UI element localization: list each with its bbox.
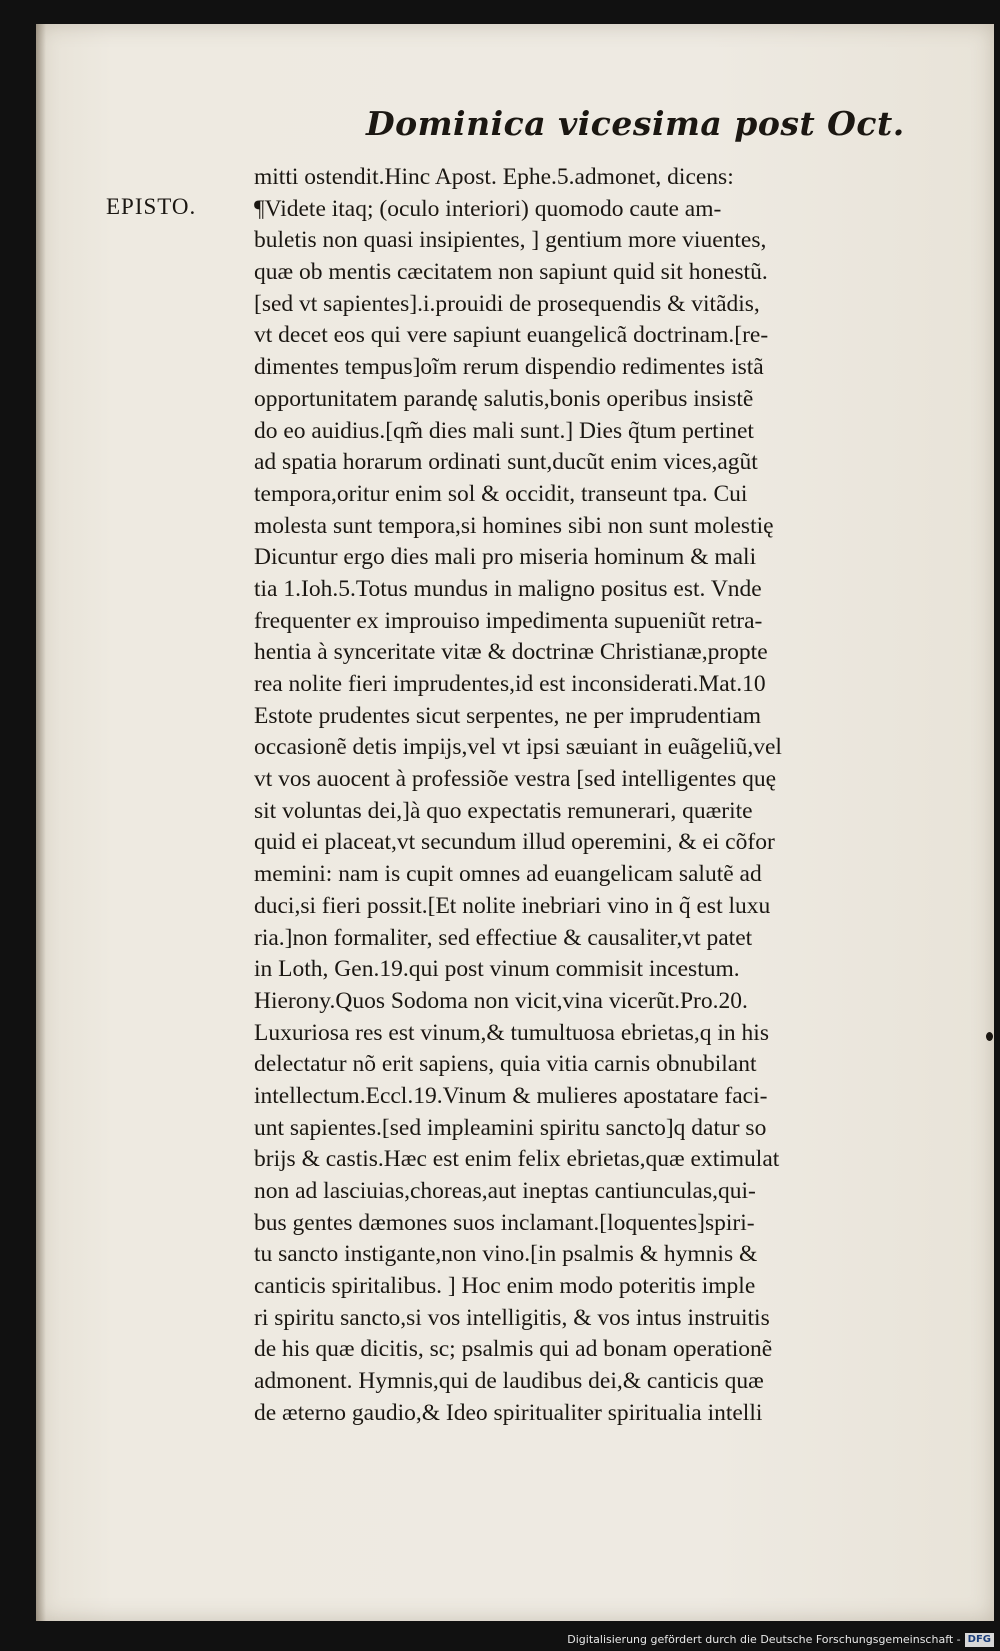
book-page [36, 24, 994, 1621]
text-line: buletis non quasi insipientes, ] gentium more viuentes, [254, 227, 767, 254]
text-line: tu sancto instigante,non vino.[in psalmis & hymnis & [254, 1241, 758, 1268]
text-line: bus gentes dæmones suos inclamant.[loquentes]spiri- [254, 1209, 755, 1236]
text-line: quæ ob mentis cæcitatem non sapiunt quid sit honestũ. [254, 259, 768, 286]
text-line: non ad lasciuias,choreas,aut ineptas cantiunculas,qui- [254, 1178, 756, 1204]
text-line: rea nolite fieri imprudentes,id est inconsiderati.Mat.10 [254, 671, 766, 697]
text-line: ri spiritu sancto,si vos intelligitis, & vos intus instruitis [254, 1304, 770, 1331]
marginal-note: EPISTO. [106, 194, 197, 219]
text-line: brĳs & castis.Hæc est enim felix ebrietas,quæ extimulat [254, 1146, 780, 1173]
text-line: Hierony.Quos Sodoma non vicit,vina vicerũt.Pro.20. [254, 987, 748, 1014]
text-line: admonent. Hymnis,qui de laudibus dei,& canticis quæ [254, 1368, 764, 1395]
text-line: Estote prudentes sicut serpentes, ne per imprudentiam [254, 702, 762, 729]
text-line: occasionẽ detis impĳs,vel vt ipsi sæuiant in euãgeliũ,vel [254, 734, 782, 761]
text-line: do eo auidius.[qm̃ dies mali sunt.] Dies q̃tum pertinet [254, 417, 754, 444]
dfg-logo: DFG [965, 1633, 994, 1647]
text-line: mitti ostendit.Hinc Apost. Ephe.5.admonet, dicens: [254, 164, 734, 190]
text-line: molesta sunt tempora,si homines sibi non sunt molestię [254, 512, 774, 539]
text-line: quid ei placeat,vt secundum illud operemini, & ei cõfor [254, 829, 775, 856]
text-line: in Loth, Gen.19.qui post vinum commisit incestum. [254, 956, 740, 983]
text-line: ad spatia horarum ordinati sunt,ducũt enim vices,agũt [254, 449, 758, 476]
text-line: de his quæ dicitis, sc; psalmis qui ad bonam operationẽ [254, 1336, 773, 1363]
text-line: frequenter ex improuiso impedimenta supueniũt retra- [254, 607, 763, 634]
text-line: canticis spiritalibus. ] Hoc enim modo poteritis imple [254, 1273, 756, 1300]
text-line: vt vos auocent à professiõe vestra [sed intelligentes quę [254, 766, 777, 793]
body-text [254, 162, 974, 1430]
text-line: Luxuriosa res est vinum,& tumultuosa ebrietas,q in his [254, 1019, 769, 1046]
text-line: duci,si fieri possit.[Et nolite inebriari vino in q̃ est luxu [254, 892, 771, 919]
text-line: unt sapientes.[sed impleamini spiritu sancto]q datur so [254, 1114, 767, 1141]
text-line: dimentes tempus]oĩm rerum dispendio redimentes istã [254, 354, 764, 381]
ink-speck [986, 1032, 993, 1041]
text-line: intellectum.Eccl.19.Vinum & mulieres apostatare faci- [254, 1082, 768, 1109]
digitization-credit [567, 1631, 994, 1649]
text-line: memini: nam is cupit omnes ad euangelicam salutẽ ad [254, 861, 762, 888]
text-line: [sed vt sapientes].i.prouidi de prosequendis & vitãdis, [254, 290, 760, 317]
credit-text: Digitalisierung gefördert durch die Deutsche Forschungsgemeinschaft - [567, 1633, 961, 1646]
running-head: Dominica vicesima post Oct. [366, 104, 905, 143]
text-line: ¶Videte itaq; (oculo interiori) quomodo caute am- [254, 195, 722, 222]
text-line: Dicuntur ergo dies mali pro miseria hominum & mali [254, 544, 757, 571]
text-line: delectatur nõ erit sapiens, quia vitia carnis obnubilant [254, 1051, 757, 1078]
text-line: de æterno gaudio,& Ideo spiritualiter spiritualia intelli [254, 1399, 763, 1426]
text-line: hentia à synceritate vitæ & doctrinæ Christianæ,propte [254, 639, 768, 666]
text-line: opportunitatem parandę salutis,bonis operibus insistẽ [254, 385, 754, 412]
text-line: tempora,oritur enim sol & occidit, transeunt tpa. Cui [254, 480, 748, 507]
text-line: ria.]non formaliter, sed effectiue & causaliter,vt patet [254, 924, 753, 951]
text-line: tia 1.Ioh.5.Totus mundus in maligno positus est. Vnde [254, 575, 762, 602]
text-line: sit voluntas dei,]à quo expectatis remunerari, quærite [254, 797, 753, 824]
text-line: vt decet eos qui vere sapiunt euangelicã doctrinam.[re- [254, 322, 769, 349]
